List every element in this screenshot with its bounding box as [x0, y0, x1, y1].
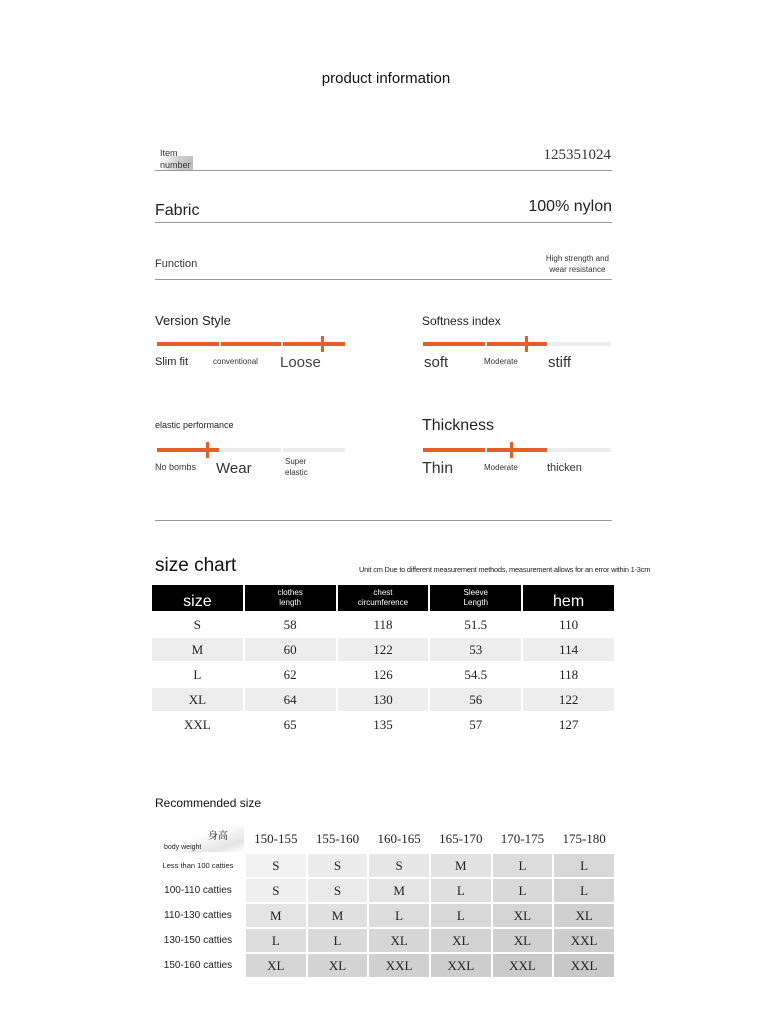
- scale-marker: [510, 442, 513, 458]
- scale-divider: [547, 342, 549, 346]
- corner-weight-label: body weight: [164, 844, 202, 851]
- table-cell: 60: [245, 638, 336, 661]
- table-cell: 130: [338, 688, 429, 711]
- recommended-size-cell: XXL: [554, 929, 614, 952]
- version-style-title: Version Style: [155, 313, 231, 328]
- table-cell: 122: [338, 638, 429, 661]
- size-chart-title: size chart: [155, 555, 237, 576]
- recommended-size-cell: XL: [493, 904, 553, 927]
- height-header: 150-155: [254, 831, 298, 846]
- table-cell: 127: [558, 716, 579, 732]
- softness-label-moderate: Moderate: [484, 357, 518, 366]
- table-cell: 57: [469, 716, 483, 732]
- table-row: [152, 688, 614, 711]
- item-number-label: Item number: [160, 148, 191, 170]
- recommended-size-cell: M: [308, 904, 368, 927]
- recommended-size-cell: L: [369, 904, 429, 927]
- table-cell: 53: [430, 638, 521, 661]
- weight-label: 100-110 catties: [164, 885, 232, 896]
- thickness-scale: [423, 448, 611, 452]
- recommended-size-cell: XXL: [369, 954, 429, 977]
- item-number-value: 125351024: [543, 147, 611, 163]
- page-title: product information: [321, 70, 451, 87]
- sleeve-length-header: Sleeve Length: [430, 585, 521, 611]
- recommended-size-cell: XL: [493, 929, 553, 952]
- scale-marker: [321, 336, 324, 352]
- function-value: High strength and wear resistance: [545, 254, 609, 274]
- height-header: 170-175: [500, 831, 545, 846]
- recommended-size-cell: XL: [246, 954, 306, 977]
- height-header: 160-165: [377, 831, 421, 846]
- table-row: [152, 929, 614, 952]
- recommended-size-cell: S: [246, 854, 306, 877]
- table-row: [152, 663, 614, 686]
- table-cell: 118: [373, 616, 393, 632]
- fabric-label: Fabric: [155, 202, 200, 219]
- table-row: [152, 713, 614, 736]
- softness-label-soft: soft: [424, 354, 449, 371]
- scale-fill: [157, 342, 345, 346]
- table-cell: 126: [373, 666, 393, 682]
- recommended-size-cell: M: [431, 854, 491, 877]
- recommended-size-cell: L: [554, 854, 614, 877]
- scale-divider: [281, 342, 283, 346]
- scale-divider: [485, 448, 487, 452]
- scale-fill: [157, 448, 220, 452]
- elastic-title: elastic performance: [155, 420, 234, 430]
- recommended-size-cell: L: [554, 879, 614, 902]
- size-chart-note: Unit cm Due to different measurement methods, measurement allows for an error within 1-3cm: [359, 565, 651, 574]
- table-cell: 58: [283, 616, 297, 632]
- recommended-size-cell: S: [369, 854, 429, 877]
- recommended-size-cell: XL: [369, 929, 429, 952]
- table-cell: 110: [559, 616, 579, 632]
- weight-label: 110-130 catties: [164, 910, 232, 921]
- version-style-label-slim: Slim fit: [155, 356, 188, 368]
- size-header: size: [152, 585, 243, 611]
- recommended-size-cell: S: [308, 879, 368, 902]
- table-row: [152, 954, 614, 977]
- table-cell: S: [193, 616, 201, 632]
- recommended-size-cell: M: [246, 904, 306, 927]
- recommended-size-cell: S: [308, 854, 368, 877]
- recommended-size-cell: XXL: [554, 954, 614, 977]
- recommended-size-cell: S: [246, 879, 306, 902]
- table-cell: 64: [245, 688, 336, 711]
- size-chart-table: [150, 583, 616, 738]
- recommended-size-cell: XXL: [431, 954, 491, 977]
- table-row: [152, 879, 614, 902]
- table-cell: 51.5: [464, 616, 488, 632]
- table-cell: L: [193, 666, 202, 682]
- corner-height-label: 身高: [208, 831, 228, 842]
- weight-label: Less than 100 catties: [162, 861, 234, 870]
- weight-label: 150-160 catties: [163, 960, 233, 971]
- scale-divider: [219, 448, 221, 452]
- scales-divider: [155, 520, 612, 521]
- table-row: [152, 854, 614, 877]
- thickness-label-moderate: Moderate: [484, 463, 518, 472]
- table-cell: 56: [430, 688, 521, 711]
- scale-divider: [485, 342, 487, 346]
- recommended-size-cell: XL: [554, 904, 614, 927]
- recommended-size-cell: L: [431, 879, 491, 902]
- recommended-size-cell: L: [308, 929, 368, 952]
- table-cell: 118: [559, 666, 579, 682]
- recommended-size-cell: L: [246, 929, 306, 952]
- thickness-label-thicken: thicken: [547, 462, 582, 474]
- function-divider: [155, 279, 612, 280]
- elastic-label-wear: Wear: [216, 460, 252, 477]
- fabric-value: 100% nylon: [528, 198, 612, 215]
- version-style-label-conventional: conventional: [213, 357, 258, 366]
- table-cell: 114: [523, 638, 614, 661]
- table-cell: 62: [283, 666, 297, 682]
- corner-header: [152, 826, 244, 852]
- recommended-size-cell: L: [431, 904, 491, 927]
- softness-label-stiff: stiff: [548, 354, 572, 371]
- recommended-size-cell: XL: [308, 954, 368, 977]
- recommended-size-title: Recommended size: [155, 796, 262, 810]
- elastic-label-no-bombs: No bombs: [155, 462, 197, 472]
- recommended-size-table: [150, 824, 616, 979]
- version-style-scale: [157, 342, 345, 346]
- chest-circumference-header: chest circumference: [338, 585, 429, 611]
- softness-title: Softness index: [422, 314, 501, 328]
- table-cell: M: [152, 638, 243, 661]
- weight-label: 130-150 catties: [163, 935, 233, 946]
- softness-scale: [423, 342, 611, 346]
- height-header: 155-160: [315, 831, 360, 846]
- hem-header: hem: [523, 585, 614, 611]
- recommended-size-cell: M: [369, 879, 429, 902]
- fabric-divider: [155, 222, 612, 223]
- thickness-label-thin: Thin: [422, 460, 454, 477]
- recommended-size-cell: XXL: [493, 954, 553, 977]
- table-cell: 54.5: [464, 666, 488, 682]
- table-cell: XL: [152, 688, 243, 711]
- recommended-size-cell: L: [493, 879, 553, 902]
- recommended-size-cell: L: [493, 854, 553, 877]
- scale-divider: [281, 448, 283, 452]
- thickness-title: Thickness: [422, 417, 495, 434]
- clothes-length-header: clothes length: [245, 585, 336, 611]
- height-header: 165-170: [439, 831, 483, 846]
- scale-divider: [219, 342, 221, 346]
- table-cell: XXL: [184, 716, 211, 732]
- scale-marker: [206, 442, 209, 458]
- table-row: [152, 638, 614, 661]
- table-row: [152, 613, 614, 636]
- elastic-label-super: Super elastic: [285, 457, 308, 477]
- table-row: [152, 904, 614, 927]
- scale-marker: [525, 336, 528, 352]
- version-style-label-loose: Loose: [280, 354, 321, 371]
- table-cell: 65: [283, 716, 297, 732]
- item-number-divider: [155, 170, 612, 171]
- table-cell: 135: [373, 716, 393, 732]
- height-header: 175-180: [562, 831, 606, 846]
- recommended-size-cell: XL: [431, 929, 491, 952]
- function-label: Function: [155, 258, 198, 270]
- elastic-scale: [157, 448, 345, 452]
- table-cell: 122: [523, 688, 614, 711]
- scale-divider: [547, 448, 549, 452]
